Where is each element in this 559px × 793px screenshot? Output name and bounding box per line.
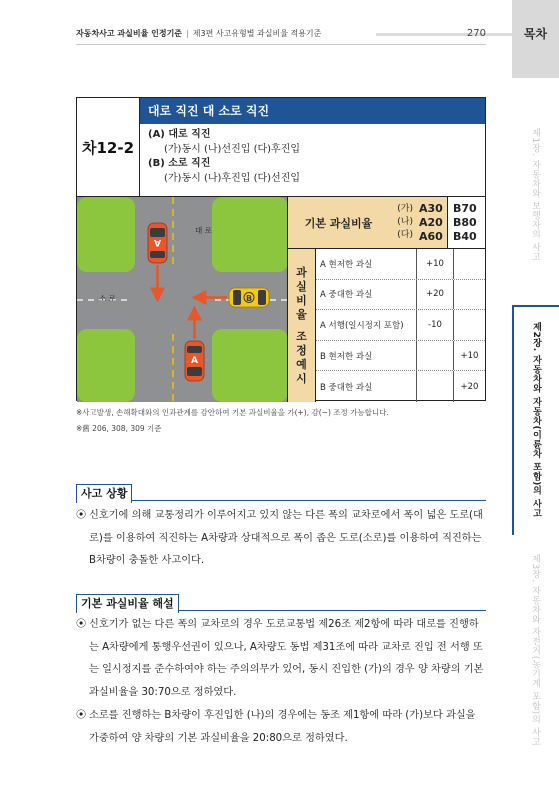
adjust-char: 실 — [296, 279, 307, 293]
side-tab-label: 제2장. 자동차와 자동차(이륜차 포함)의 사고 — [531, 322, 541, 518]
adjust-a: +20 — [417, 280, 454, 310]
adjust-name: A 서행(일시정지 포함) — [316, 310, 417, 340]
part-na: (나) — [397, 217, 413, 227]
a-value-na: A20 — [419, 215, 443, 229]
case-description — [140, 124, 485, 197]
car-b — [229, 288, 269, 307]
table-row — [316, 341, 485, 372]
base-ratio-b — [448, 197, 485, 248]
car-a-bottom — [185, 341, 204, 381]
road-minor-label: 소 로 — [99, 294, 116, 303]
base-ratio-parts — [389, 197, 416, 248]
adjust-a: -10 — [417, 310, 454, 340]
situation-paragraph — [76, 505, 486, 573]
page-number: 270 — [466, 28, 486, 39]
side-tab-chapter-2[interactable] — [512, 305, 559, 535]
case-title: 대로 직진 대 소로 직진 — [140, 98, 485, 124]
adjust-a: +10 — [417, 249, 454, 279]
explain-text-2: 소로를 진행하는 B차량이 후진입한 (나)의 경우에는 동조 제1항에 따라 (가)보다 과실을 가중하여 양 차량의 기본 과실비율을 20:80으로 정하였다. — [89, 710, 476, 744]
adjust-char: 비 — [296, 293, 307, 307]
adjust-rows — [316, 249, 485, 402]
header-divider — [76, 44, 486, 45]
part-da: (다) — [397, 230, 413, 240]
base-ratio-row — [288, 197, 485, 249]
adjust-name: B 중대한 과실 — [316, 371, 417, 402]
adjust-char: 율 — [296, 307, 307, 321]
adjust-name: B 현저한 과실 — [316, 341, 417, 371]
party-b-heading: (B) 소로 직진 — [148, 158, 211, 169]
explain-paragraph-1 — [76, 614, 486, 704]
side-tab-label: 제3장. 자동차와 자전거(농기계 포함)의 사고 — [530, 553, 540, 747]
side-tab-chapter-3[interactable] — [512, 550, 559, 750]
table-row — [316, 371, 485, 402]
case-block — [76, 97, 486, 401]
header-separator: | — [186, 29, 189, 38]
section-situation-title: 사고 상황 — [76, 484, 132, 503]
adjust-char: 예 — [296, 357, 307, 371]
car-a-top — [148, 223, 167, 263]
base-ratio-a — [416, 197, 448, 248]
ratio-table — [288, 197, 485, 402]
b-value-da: B40 — [453, 229, 477, 243]
car-b-label: B — [245, 294, 253, 303]
footnote-legacy: ※舊 206, 308, 309 기준 — [76, 424, 162, 433]
header-bar — [376, 33, 526, 36]
book-title: 자동차사고 과실비율 인정기준 — [76, 29, 183, 38]
b-value-na: B80 — [453, 215, 477, 229]
a-value-da: A60 — [419, 229, 443, 243]
part-ga: (가) — [397, 204, 413, 214]
explain-text-1: 신호기가 없는 다른 폭의 교차로의 경우 도로교통법 제26조 제2항에 따라 대로를 진행하는 A차량에게 통행우선권이 있으나, A차량도 동법 제31조에 따라 교차로 진입 전 서행 또는 일시정지를 준수하여야 하는 주의의무가 있어, 동시 진입한 (가)의 경우 양 차량의 기본 과실비율을 30:70으로 정하였다. — [89, 619, 484, 698]
party-b-items: (가)동시 (나)후진입 (다)선진입 — [164, 172, 301, 184]
intersection-svg — [77, 197, 288, 402]
bullet-icon: ⦿ — [76, 510, 87, 521]
table-row — [316, 310, 485, 341]
grass-top-right — [212, 197, 288, 272]
adjust-char: 정 — [296, 343, 307, 357]
adjust-char: 시 — [296, 371, 307, 385]
side-tab-label: 제1장. 자동차와 보행자의 사고 — [530, 128, 540, 262]
adjust-b — [454, 310, 485, 340]
adjust-b: +10 — [460, 350, 479, 361]
base-ratio-label: 기본 과실비율 — [304, 216, 373, 230]
section-situation-header — [76, 482, 486, 501]
adjust-b: +20 — [460, 381, 479, 392]
adjust-a — [417, 371, 454, 402]
running-header — [76, 28, 486, 42]
section-explain-header — [76, 592, 486, 611]
adjust-name: A 중대한 과실 — [316, 280, 417, 310]
intersection-diagram — [77, 197, 288, 402]
adjust-b — [454, 280, 485, 310]
table-row — [316, 249, 485, 280]
road-main-label: 대 로 — [195, 226, 212, 235]
footnote-adjust: ※사고발생, 손해확대와의 인과관계를 감안하여 기본 과실비율을 가(+), 감(−) 조정 가능합니다. — [76, 408, 389, 417]
table-row — [316, 280, 485, 311]
case-code: 차12-2 — [77, 98, 140, 197]
party-a-items: (가)동시 (나)선진입 (다)후진입 — [164, 143, 301, 155]
adjust-label — [288, 249, 316, 402]
grass-top-left — [77, 197, 135, 272]
adjust-char: 과 — [296, 265, 307, 279]
side-tab-chapter-1[interactable] — [512, 100, 559, 290]
car-a2-label: A — [191, 356, 198, 366]
bullet-icon: ⦿ — [76, 619, 87, 630]
section-explain-title: 기본 과실비율 해설 — [76, 594, 179, 613]
toc-button[interactable]: 목차 — [512, 0, 559, 78]
bullet-icon: ⦿ — [76, 710, 87, 721]
b-value-ga: B70 — [453, 201, 477, 215]
adjust-char: 조 — [296, 329, 307, 343]
grass-bottom-right — [212, 329, 288, 402]
party-a-heading: (A) 대로 직진 — [148, 129, 211, 140]
a-value-ga: A30 — [419, 201, 443, 215]
adjust-name: A 현저한 과실 — [316, 249, 417, 279]
explain-paragraph-2 — [76, 705, 486, 750]
situation-text: 신호기에 의해 교통정리가 이루어지고 있지 않는 다른 폭의 교차로에서 폭이 넓은 도로(대로)를 이용하여 직진하는 A차량과 상대적으로 폭이 좁은 도로(소로)를 이용하여 직진하는 B차량이 충돌한 사고이다. — [89, 510, 483, 566]
adjust-a — [417, 341, 454, 371]
car-a-label: A — [154, 237, 161, 247]
chapter-title: 제3편 사고유형별 과실비율 적용기준 — [192, 29, 322, 38]
adjust-b — [454, 249, 485, 279]
grass-bottom-left — [77, 329, 135, 402]
